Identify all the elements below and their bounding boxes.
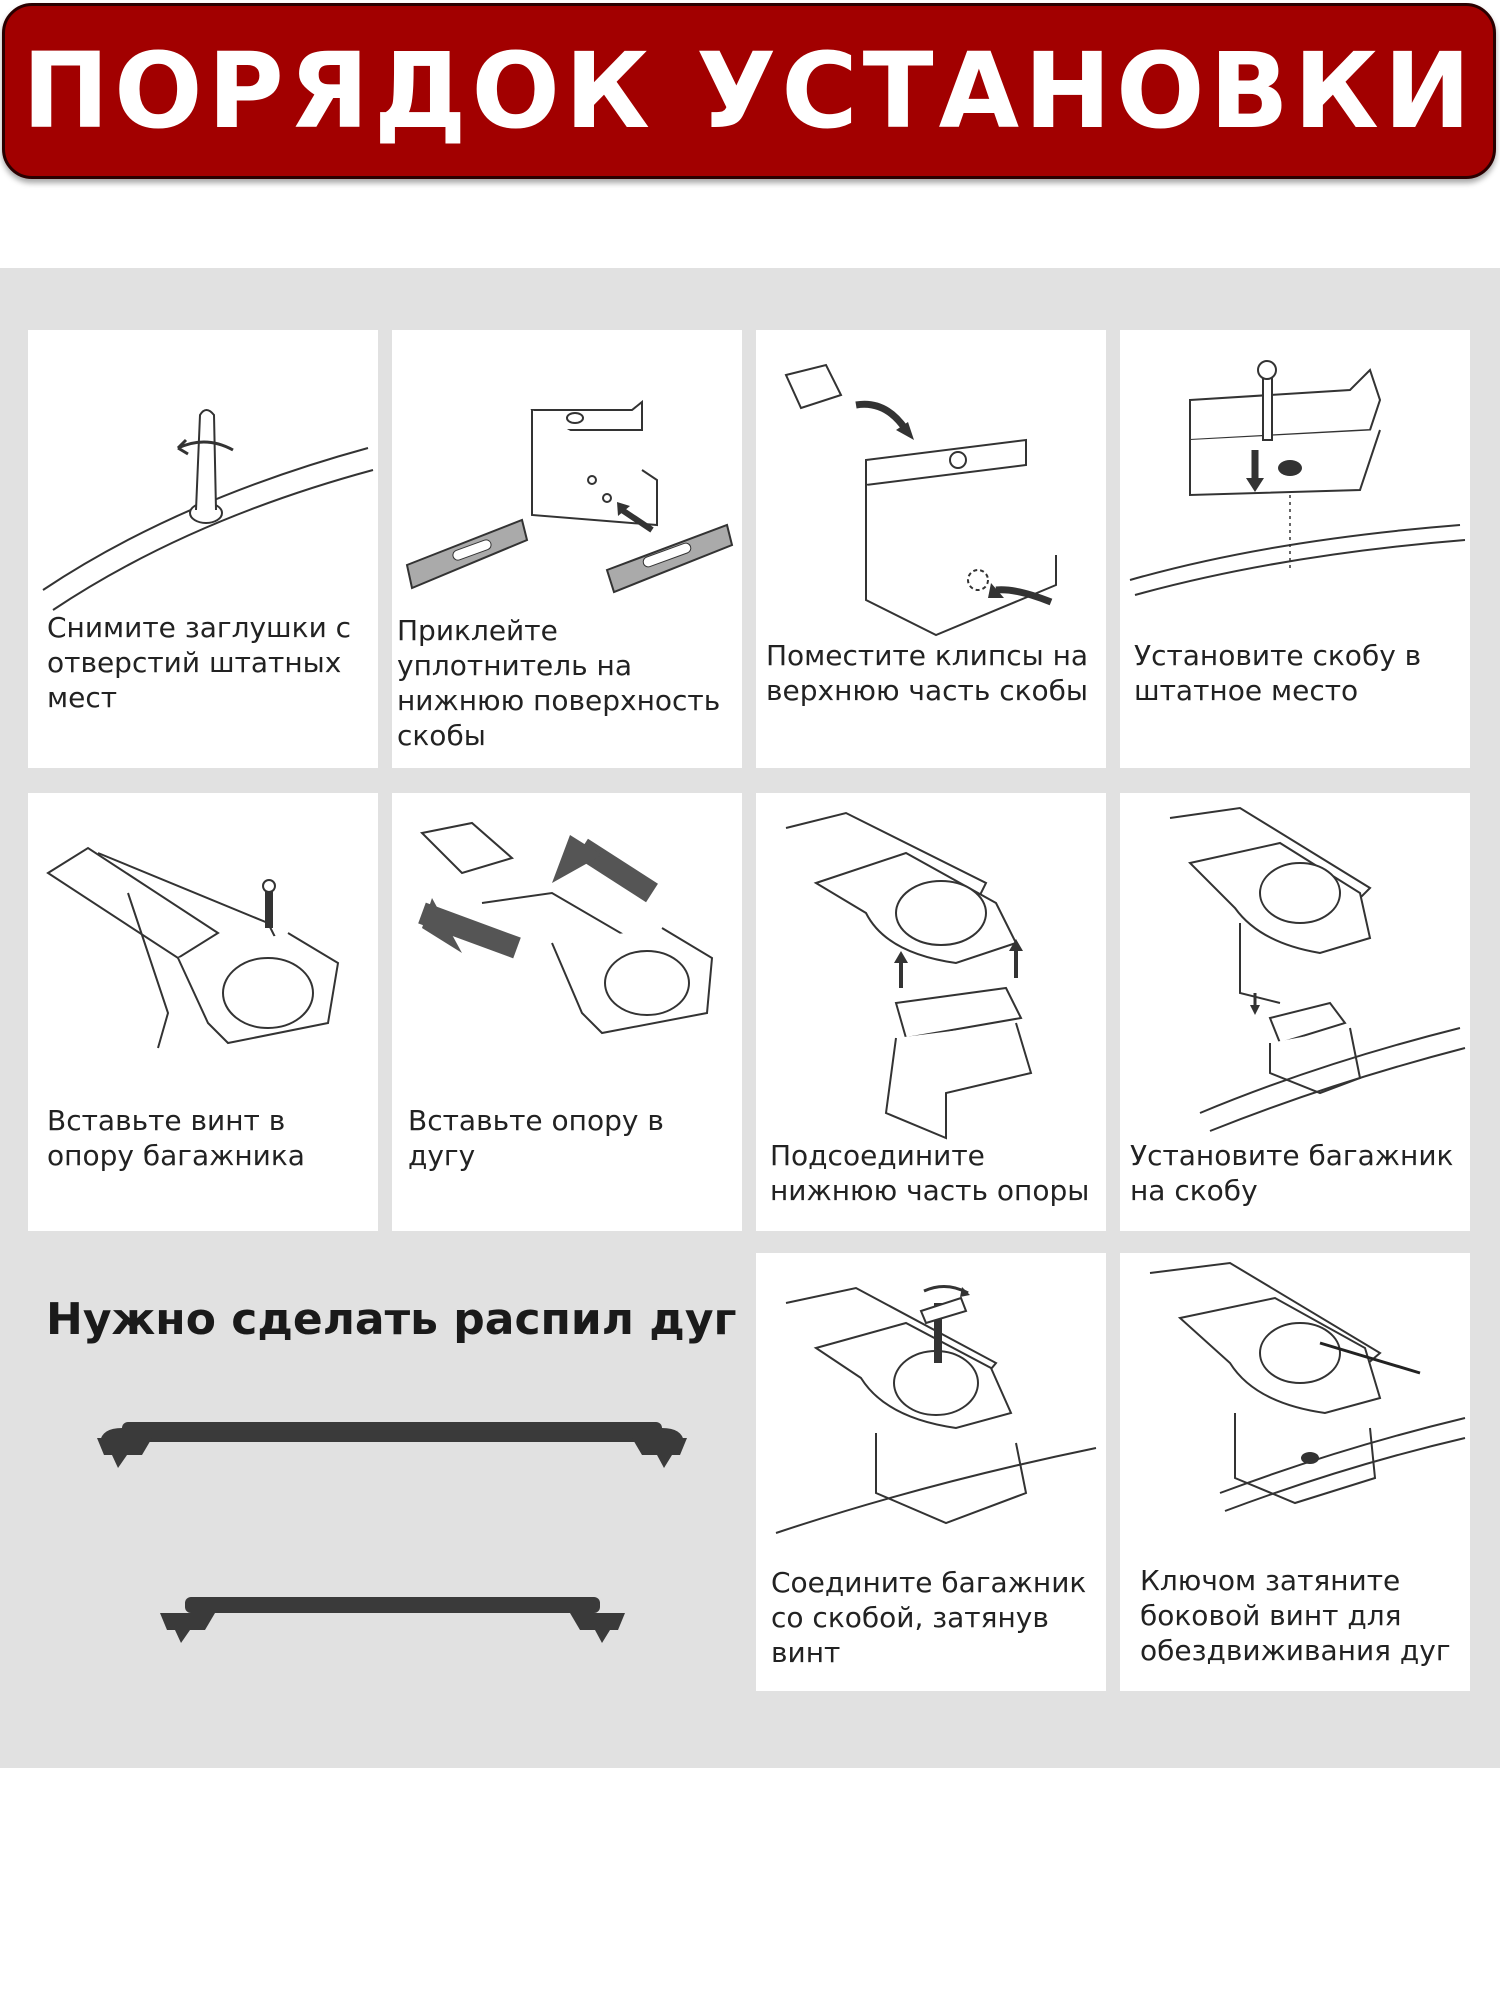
step-caption-2: Приклейте уплотнитель на нижнюю поверхность скобы	[397, 614, 721, 752]
step-card-4	[1120, 330, 1470, 768]
step-card-2	[392, 330, 742, 768]
step-caption-10: Ключом затяните боковой винт для обездвиживания дуг	[1140, 1564, 1451, 1667]
step-caption-8: Установите багажник на скобу	[1130, 1139, 1454, 1207]
step-caption-7: Подсоедините нижнюю часть опоры	[770, 1139, 1090, 1207]
step-caption-9: Соедините багажник со скобой, затянув винт	[771, 1566, 1087, 1669]
step-card-3	[756, 330, 1106, 768]
step-card-1	[28, 330, 378, 768]
step-card-10	[1120, 1253, 1470, 1691]
page-title: ПОРЯДОК УСТАНОВКИ	[22, 30, 1476, 152]
header-banner	[2, 3, 1496, 179]
step-caption-4: Установите скобу в штатное место	[1134, 639, 1422, 707]
step-card-8	[1120, 793, 1470, 1231]
cut-note-title: Нужно сделать распил дуг	[46, 1294, 737, 1345]
step-caption-5: Вставьте винт в опору багажника	[47, 1104, 305, 1172]
step-card-9	[756, 1253, 1106, 1691]
crossbar-short-icon	[155, 1585, 630, 1655]
step-caption-1: Снимите заглушки с отверстий штатных мест	[47, 611, 352, 714]
step-card-5	[28, 793, 378, 1231]
step-card-6	[392, 793, 742, 1231]
step-caption-3: Поместите клипсы на верхнюю часть скобы	[766, 639, 1089, 707]
step-card-7	[756, 793, 1106, 1231]
step-caption-6: Вставьте опору в дугу	[408, 1104, 664, 1172]
crossbar-long-icon	[92, 1410, 692, 1480]
